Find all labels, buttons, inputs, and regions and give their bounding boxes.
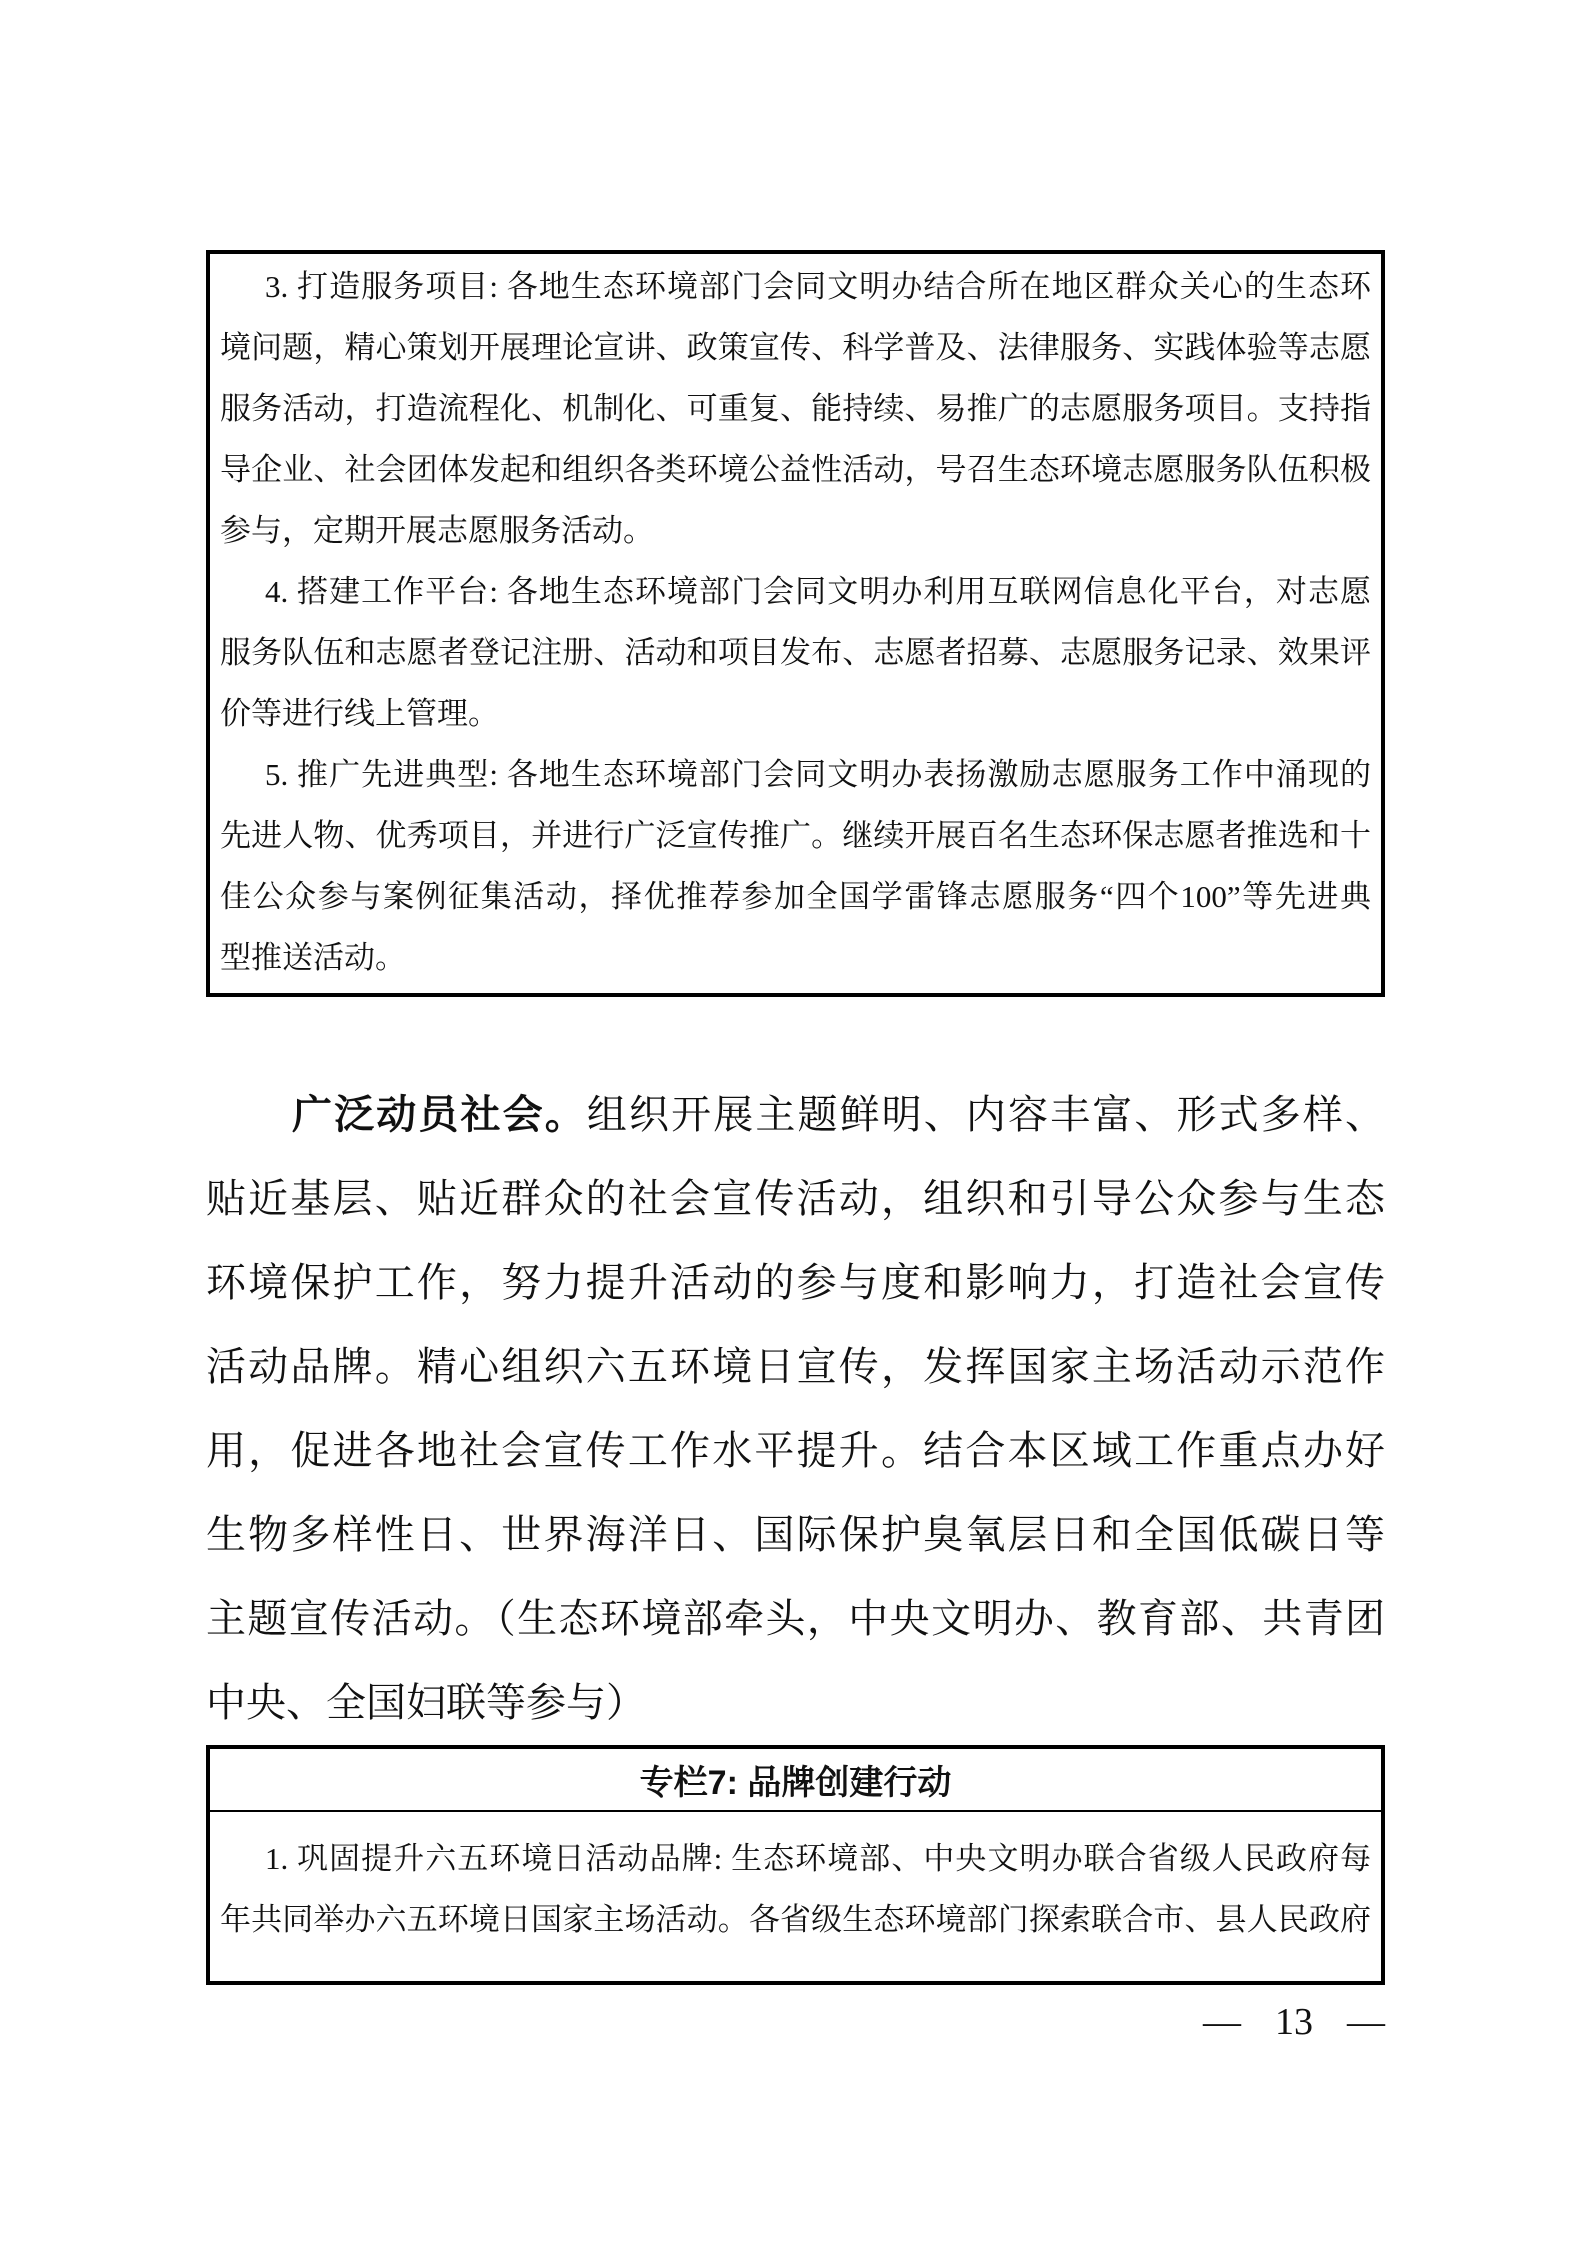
paragraph-text: 组织开展主题鲜明、内容丰富、形式多样、 [586, 1092, 1385, 1137]
brand-box-body [210, 1812, 1381, 1950]
box-line: 年共同举办六五环境日国家主场活动。各省级生态环境部门探索联合市、县人民政府 [220, 1902, 1371, 1937]
box-line: 先进人物、优秀项目，并进行广泛宣传推广。继续开展百名生态环保志愿者推选和十 [220, 818, 1371, 853]
box-line: 5. 推广先进典型: 各地生态环境部门会同文明办表扬激励志愿服务工作中涌现的 [265, 757, 1371, 792]
para-line: 中央、全国妇联等参与） [206, 1680, 646, 1725]
box-line: 导企业、社会团体发起和组织各类环境公益性活动，号召生态环境志愿服务队伍积极 [220, 452, 1371, 487]
box-line: 境问题，精心策划开展理论宣讲、政策宣传、科学普及、法律服务、实践体验等志愿 [220, 330, 1371, 365]
para-line [206, 1073, 1385, 1157]
page-number: 13 [1275, 2001, 1313, 2043]
footer-right-dash: — [1347, 2001, 1385, 2043]
brand-box-title: 专栏7: 品牌创建行动 [210, 1749, 1381, 1812]
box-line: 价等进行线上管理。 [220, 696, 499, 731]
box-line: 型推送活动。 [220, 940, 406, 975]
footer-left-dash: — [1203, 2001, 1241, 2043]
box-line: 服务活动，打造流程化、机制化、可重复、能持续、易推广的志愿服务项目。支持指 [220, 391, 1371, 426]
box-line: 服务队伍和志愿者登记注册、活动和项目发布、志愿者招募、志愿服务记录、效果评 [220, 635, 1371, 670]
para-line: 贴近基层、贴近群众的社会宣传活动，组织和引导公众参与生态 [206, 1176, 1385, 1221]
para-line: 生物多样性日、世界海洋日、国际保护臭氧层日和全国低碳日等 [206, 1512, 1385, 1557]
volunteer-action-box [206, 250, 1385, 997]
para-line: 用，促进各地社会宣传工作水平提升。结合本区域工作重点办好 [206, 1428, 1385, 1473]
box-line: 参与，定期开展志愿服务活动。 [220, 513, 654, 548]
para-line: 环境保护工作，努力提升活动的参与度和影响力，打造社会宣传 [206, 1260, 1385, 1305]
brand-action-box [206, 1745, 1385, 1985]
para-line: 活动品牌。精心组织六五环境日宣传，发挥国家主场活动示范作 [206, 1344, 1385, 1389]
box-line: 佳公众参与案例征集活动，择优推荐参加全国学雷锋志愿服务“四个100”等先进典 [220, 879, 1371, 914]
box-line: 3. 打造服务项目: 各地生态环境部门会同文明办结合所在地区群众关心的生态环 [265, 269, 1371, 304]
paragraph-lead-bold: 广泛动员社会。 [292, 1092, 587, 1137]
box-line: 1. 巩固提升六五环境日活动品牌: 生态环境部、中央文明办联合省级人民政府每 [265, 1841, 1371, 1876]
box-line: 4. 搭建工作平台: 各地生态环境部门会同文明办利用互联网信息化平台，对志愿 [265, 574, 1371, 609]
page-number-footer [206, 1996, 1385, 2048]
para-line: 主题宣传活动。（生态环境部牵头，中央文明办、教育部、共青团 [206, 1596, 1385, 1641]
body-paragraph [206, 1073, 1385, 1745]
